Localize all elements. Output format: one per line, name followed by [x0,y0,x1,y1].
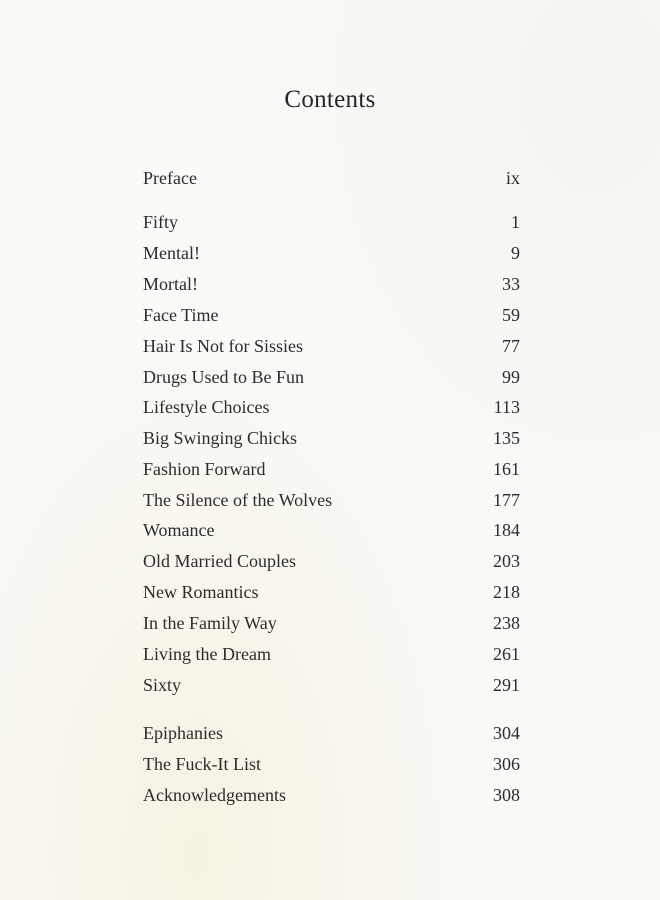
toc-entry-title: Womance [143,520,215,540]
toc-entry-title: Old Married Couples [143,551,296,571]
toc-entry-page: 99 [502,367,520,387]
toc-entry-title: Fashion Forward [143,459,266,479]
toc-entry [143,305,520,329]
toc-entry-title: Hair Is Not for Sissies [143,336,303,356]
toc-entry [143,212,520,236]
toc-entry [143,582,520,606]
toc-entry-title: New Romantics [143,582,259,602]
toc-entry [143,754,520,778]
toc-entry [143,551,520,575]
toc-entry-title: Sixty [143,675,182,695]
toc-entry [143,644,520,668]
toc-entry-page: 113 [493,397,520,417]
toc-entry-title: Big Swinging Chicks [143,428,298,448]
toc-entry-page: 59 [502,305,520,325]
toc-entry-page: 135 [493,428,520,448]
toc-entry-page: 238 [493,613,520,633]
toc-entry-page: 1 [511,212,520,232]
toc-entry [143,168,520,192]
toc-entry-title: The Fuck-It List [143,754,261,774]
toc-entry [143,336,520,360]
toc-entry-title: Drugs Used to Be Fun [143,367,304,387]
toc-entry [143,723,520,747]
toc-entry [143,274,520,298]
toc-entry-title: Acknowledgements [143,785,286,805]
toc-entry [143,785,520,809]
toc-entry-page: 261 [493,644,520,664]
toc-entry-title: Preface [143,168,197,188]
toc-entry-page: 33 [502,274,520,294]
toc-entry-title: The Silence of the Wolves [143,490,333,510]
toc-entry [143,613,520,637]
toc-entry [143,428,520,452]
toc-entry-page: 306 [493,754,520,774]
toc-entry [143,675,520,699]
toc-entry-title: Living the Dream [143,644,271,664]
page-title: Contents [284,86,376,113]
toc-entry [143,243,520,267]
toc-entry-page: 218 [493,582,520,602]
toc-entry [143,490,520,514]
toc-entry-page: 161 [493,459,520,479]
toc-entry-title: Lifestyle Choices [143,397,270,417]
toc-entry-page: ix [505,168,520,188]
toc-entry-page: 177 [493,490,520,510]
toc-entry-page: 304 [493,723,520,743]
toc-entry-title: Face Time [143,305,219,325]
toc-entry [143,520,520,544]
toc-entry-title: In the Family Way [143,613,277,633]
toc-entry-title: Epiphanies [143,723,223,743]
toc-entry-page: 77 [502,336,520,356]
toc-entry-page: 291 [493,675,520,695]
toc-entry [143,397,520,421]
toc-entry [143,367,520,391]
toc-entry-title: Mortal! [143,274,198,294]
toc-entry-page: 9 [511,243,520,263]
toc-entry-title: Mental! [143,243,200,263]
toc-entry-page: 184 [493,520,520,540]
toc-entry [143,459,520,483]
toc-entry-page: 308 [493,785,520,805]
toc-entry-title: Fifty [143,212,179,232]
toc-entry-page: 203 [493,551,520,571]
